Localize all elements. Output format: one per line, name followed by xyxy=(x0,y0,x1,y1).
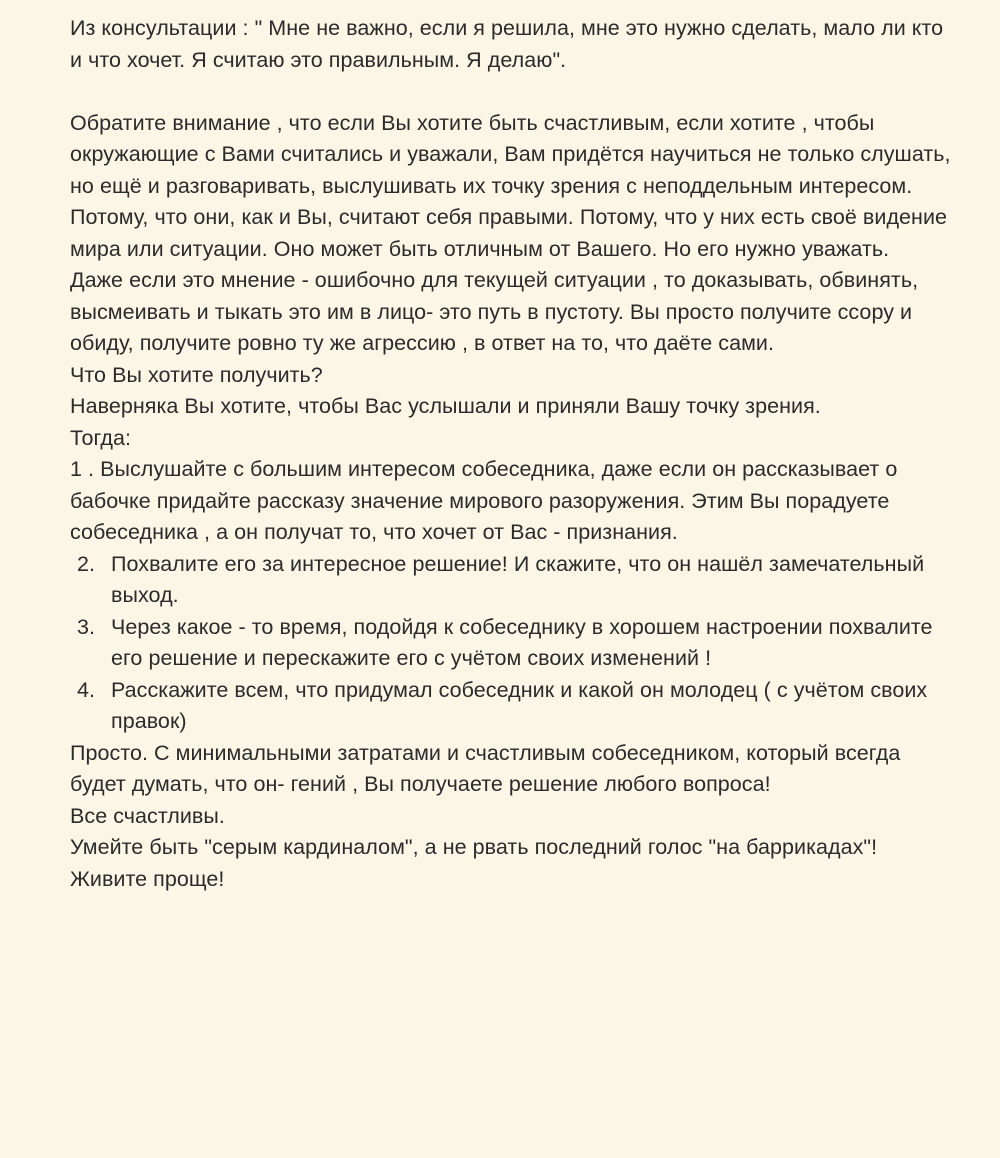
paragraph-attention: Обратите внимание , что если Вы хотите быть счастливым, если хотите , чтобы окружающие с Вами считались и уважали, Вам придётся научиться не только слушать, но ещё и разговаривать, выслушивать их точку зрения с неподдельным интересом. xyxy=(70,110,951,198)
paragraph-step-1: 1 . Выслушайте с большим интересом собеседника, даже если он рассказывает о бабочке придайте рассказу значение мирового разоружения. Этим Вы порадуете собеседника , а он получат то, что хочет от Вас - признания. xyxy=(70,457,898,544)
blank-line xyxy=(70,76,960,108)
list-item-number: 2. xyxy=(77,551,96,576)
paragraph-live-simpler: Живите проще! xyxy=(70,866,225,891)
list-item xyxy=(70,612,960,675)
list-item-number: 4. xyxy=(77,677,96,702)
quote-paragraph: Из консультации : " Мне не важно, если я решила, мне это нужно сделать, мало ли кто и что хочет. Я считаю это правильным. Я делаю". xyxy=(70,16,944,72)
paragraph-cardinal: Умейте быть "серым кардиналом", а не рвать последний голос "на баррикадах"! xyxy=(70,835,878,859)
list-item xyxy=(70,675,960,738)
list-item-text: Через какое - то время, подойдя к собеседнику в хорошем настроении похвалите его решение и перескажите его с учётом своих изменений ! xyxy=(111,614,933,670)
paragraph-then: Тогда: xyxy=(70,425,132,450)
paragraph-all-happy: Все счастливы. xyxy=(70,803,225,828)
list-item-text: Расскажите всем, что придумал собеседник и какой он молодец ( с учётом своих правок) xyxy=(111,677,928,733)
list-item-number: 3. xyxy=(77,614,96,639)
paragraph-question: Что Вы хотите получить? xyxy=(70,362,323,387)
paragraph-surely: Наверняка Вы хотите, чтобы Вас услышали и приняли Вашу точку зрения. xyxy=(70,394,821,418)
list-item xyxy=(70,549,960,612)
list-item-text: Похвалите его за интересное решение! И скажите, что он нашёл замечательный выход. xyxy=(111,551,925,607)
numbered-list xyxy=(70,549,960,738)
note-body[interactable] xyxy=(70,13,960,895)
paragraph-because: Потому, что они, как и Вы, считают себя правыми. Потому, что у них есть своё видение мира или ситуации. Оно может быть отличным от Вашего. Но его нужно уважать. xyxy=(70,205,948,261)
paragraph-simple: Просто. С минимальными затратами и счастливым собеседником, который всегда будет думать, что он- гений , Вы получаете решение любого вопроса! xyxy=(70,740,901,796)
paragraph-even-if: Даже если это мнение - ошибочно для текущей ситуации , то доказывать, обвинять, высмеивать и тыкать это им в лицо- это путь в пустоту. Вы просто получите ссору и обиду, получите ровно ту же агрессию , в ответ на то, что даёте сами. xyxy=(70,268,919,355)
